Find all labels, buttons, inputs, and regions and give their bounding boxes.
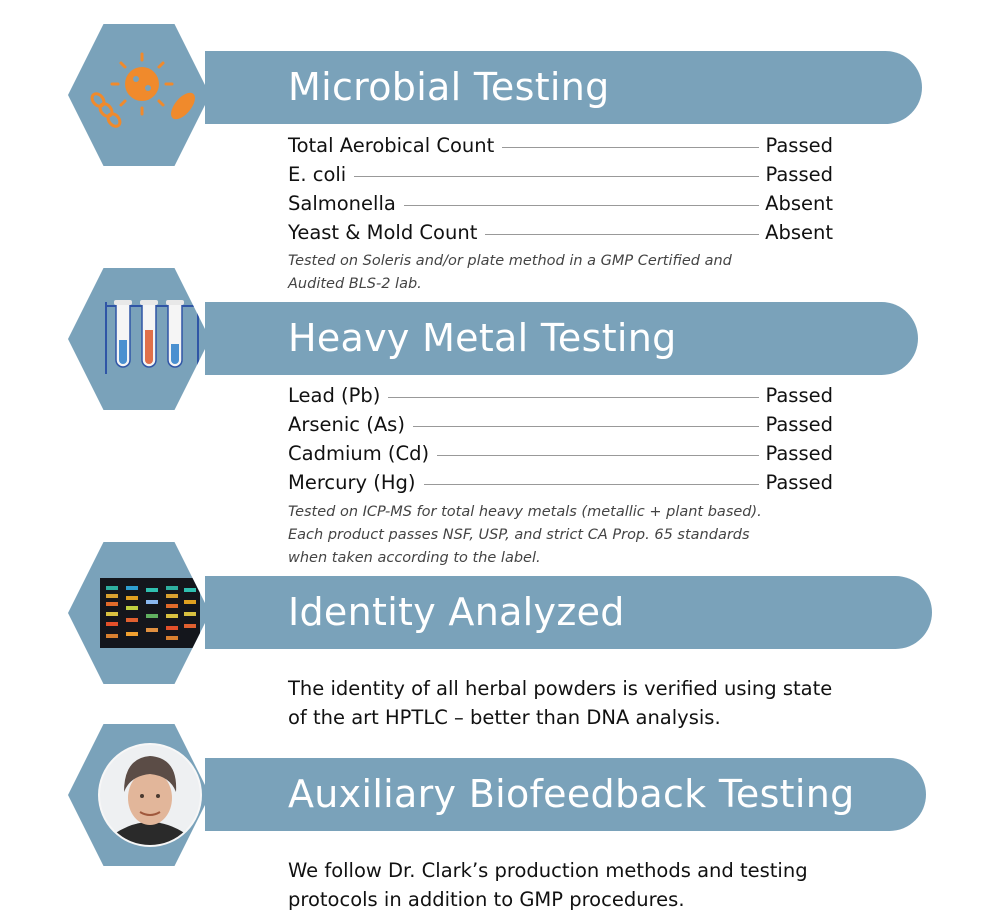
test-name: Lead (Pb) [288,384,381,407]
test-name: E. coli [288,163,347,186]
test-result: Absent [765,221,833,244]
leader-line [485,234,759,235]
result-row [288,157,833,186]
test-result: Passed [765,134,833,157]
section-description [288,856,888,914]
description-line: We follow Dr. Clark’s production methods and testing [288,859,808,882]
description-line: The identity of all herbal powders is verified using state [288,677,833,700]
microbe-icon [68,24,210,166]
description-line: of the art HPTLC – better than DNA analysis. [288,706,721,729]
section-title: Heavy Metal Testing [288,316,677,360]
note-line: Each product passes NSF, USP, and strict CA Prop. 65 standards [288,527,750,543]
leader-line [424,484,760,485]
test-result: Absent [765,192,833,215]
test-name: Mercury (Hg) [288,471,416,494]
leader-line [502,147,759,148]
section-auxiliary-biofeedback-testing [0,724,1000,922]
hexagon-badge [68,24,210,166]
section-title: Identity Analyzed [288,590,625,634]
test-name: Total Aerobical Count [288,134,495,157]
result-row [288,186,833,215]
leader-line [413,426,760,427]
hptlc-plate-icon [68,542,210,684]
test-result: Passed [765,384,833,407]
note-line: Tested on ICP-MS for total heavy metals (metallic + plant based). [288,504,762,520]
test-result: Passed [765,413,833,436]
test-result: Passed [765,442,833,465]
leader-line [404,205,759,206]
portrait-photo [68,724,210,866]
section-title: Auxiliary Biofeedback Testing [288,772,855,816]
section-identity-analyzed [0,542,1000,732]
result-row [288,436,833,465]
result-row [288,215,833,244]
result-row [288,465,833,494]
test-name: Cadmium (Cd) [288,442,430,465]
test-tubes-icon [68,268,210,410]
section-title: Microbial Testing [288,65,610,109]
hexagon-badge [68,724,210,866]
leader-line [388,397,759,398]
results-list [288,378,833,494]
results-list [288,128,833,244]
result-row [288,128,833,157]
test-name: Salmonella [288,192,396,215]
leader-line [354,176,759,177]
test-result: Passed [765,471,833,494]
note-line: Audited BLS-2 lab. [288,276,422,292]
note-line: when taken according to the label. [288,550,541,566]
section-microbial-testing [0,24,1000,294]
result-row [288,378,833,407]
note-line: Tested on Soleris and/or plate method in a GMP Certified and [288,253,732,269]
section-heavy-metal-testing [0,268,1000,568]
description-line: protocols in addition to GMP procedures. [288,888,685,911]
test-name: Yeast & Mold Count [288,221,478,244]
test-name: Arsenic (As) [288,413,405,436]
leader-line [437,455,759,456]
hexagon-badge [68,268,210,410]
hexagon-badge [68,542,210,684]
test-result: Passed [765,163,833,186]
result-row [288,407,833,436]
